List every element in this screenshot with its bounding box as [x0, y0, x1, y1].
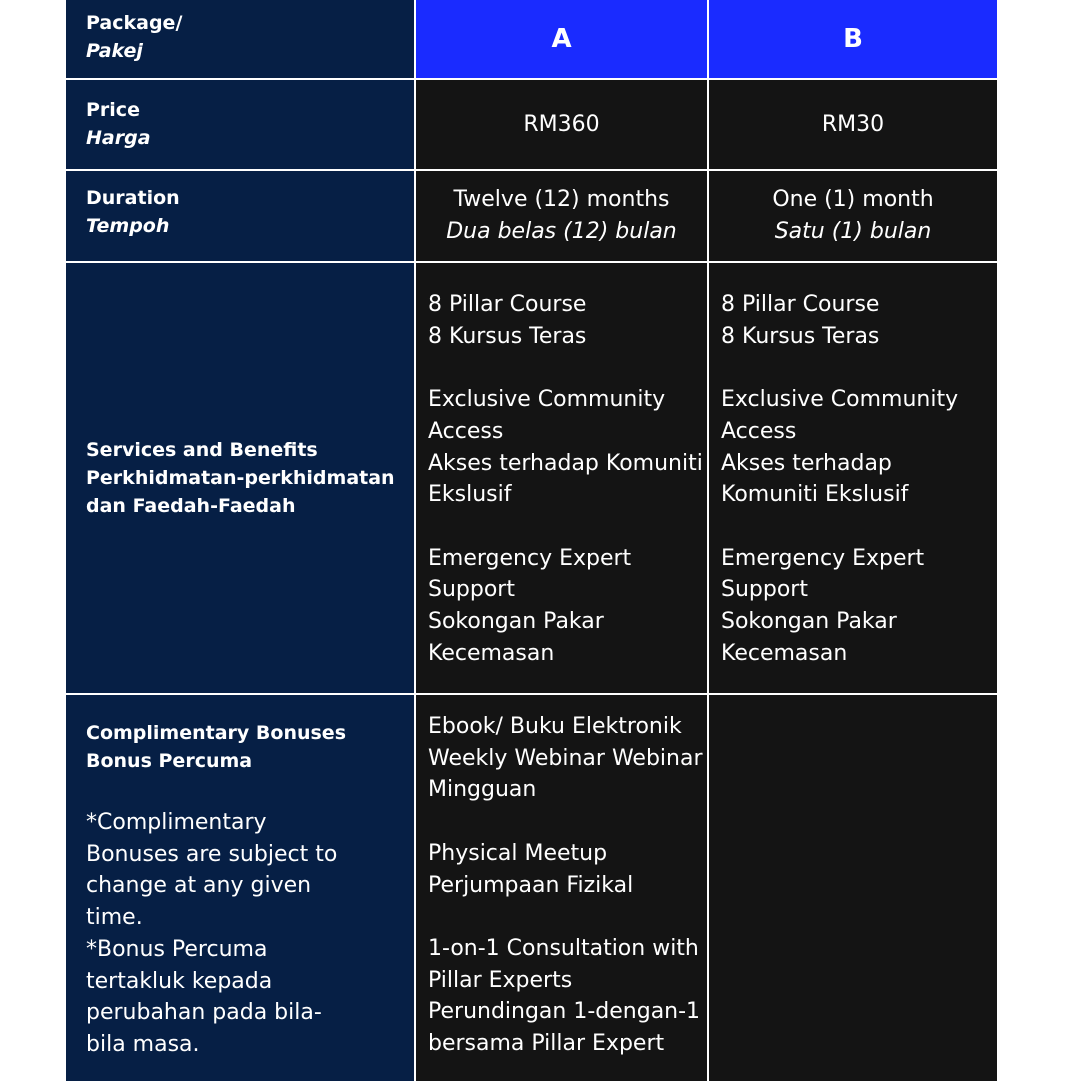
price-a-cell — [416, 80, 707, 169]
services-b-item3-en: Emergency Expert Support — [721, 545, 925, 603]
services-a-item2-en: Exclusive Community Access — [428, 387, 666, 444]
bonuses-a-cell — [416, 695, 707, 1081]
package-a-label: A — [551, 24, 572, 54]
duration-b-cell — [709, 171, 997, 261]
bonuses-note-ms: *Bonus Percuma tertakluk kepada perubahan pada bila-bila masa. — [86, 936, 322, 1057]
services-a-item1-ms: 8 Kursus Teras — [428, 323, 587, 349]
services-b-item2-en: Exclusive Community Access — [721, 387, 959, 444]
services-a-cell — [416, 263, 707, 693]
duration-label-cell — [66, 171, 414, 261]
price-label-ms: Harga — [86, 127, 151, 149]
package-b-label: B — [843, 24, 863, 54]
bonuses-a-item2: Weekly Webinar Webinar Mingguan — [428, 745, 703, 803]
price-b-cell — [709, 80, 997, 169]
bonuses-label-ms: Bonus Percuma — [86, 750, 253, 772]
services-b-cell — [709, 263, 997, 693]
bonuses-a-item4-en: 1-on-1 Consultation with Pillar Experts — [428, 935, 699, 993]
duration-label-ms: Tempoh — [86, 215, 170, 237]
package-a-header — [416, 0, 707, 78]
services-label-line2: Perkhidmatan-perkhidmatan — [86, 467, 395, 489]
bonuses-a-item3-en: Physical Meetup — [428, 840, 608, 866]
price-label-en: Price — [86, 99, 140, 121]
duration-a-ms: Dua belas (12) bulan — [446, 219, 677, 244]
package-label-ms: Pakej — [86, 40, 143, 62]
duration-b-en: One (1) month — [772, 187, 934, 212]
package-comparison-table — [66, 0, 996, 1080]
services-label-cell — [66, 263, 414, 693]
bonuses-a-item4-ms: Perundingan 1-dengan-1 bersama Pillar Expert — [428, 999, 701, 1056]
bonuses-b-cell — [709, 695, 997, 1081]
services-label-line1: Services and Benefits — [86, 439, 318, 461]
price-a-value: RM360 — [523, 111, 600, 137]
package-label-en: Package/ — [86, 12, 183, 34]
bonuses-a-item1: Ebook/ Buku Elektronik — [428, 714, 682, 739]
package-b-header — [709, 0, 997, 78]
services-b-item2-ms: Akses terhadap Komuniti Ekslusif — [721, 450, 909, 508]
services-a-item1-en: 8 Pillar Course — [428, 292, 587, 317]
services-a-item3-ms: Sokongan Pakar Kecemasan — [428, 609, 604, 666]
duration-a-cell — [416, 171, 707, 261]
duration-b-ms: Satu (1) bulan — [774, 219, 932, 244]
duration-a-en: Twelve (12) months — [453, 187, 670, 212]
bonuses-note-en: *Complimentary Bonuses are subject to change at any given time. — [86, 810, 338, 931]
services-b-item1-en: 8 Pillar Course — [721, 292, 880, 317]
services-a-item2-ms: Akses terhadap Komuniti Ekslusif — [428, 450, 703, 508]
package-label-cell — [66, 0, 414, 78]
bonuses-a-item3-ms: Perjumpaan Fizikal — [428, 872, 634, 898]
services-b-item1-ms: 8 Kursus Teras — [721, 323, 880, 349]
price-b-value: RM30 — [821, 111, 885, 137]
duration-label-en: Duration — [86, 187, 180, 209]
bonuses-label-en: Complimentary Bonuses — [86, 722, 346, 744]
services-a-item3-en: Emergency Expert Support — [428, 545, 632, 603]
services-label-line3: dan Faedah-Faedah — [86, 495, 296, 517]
bonuses-label-cell — [66, 695, 414, 1081]
services-b-item3-ms: Sokongan Pakar Kecemasan — [721, 609, 897, 666]
price-label-cell — [66, 80, 414, 169]
